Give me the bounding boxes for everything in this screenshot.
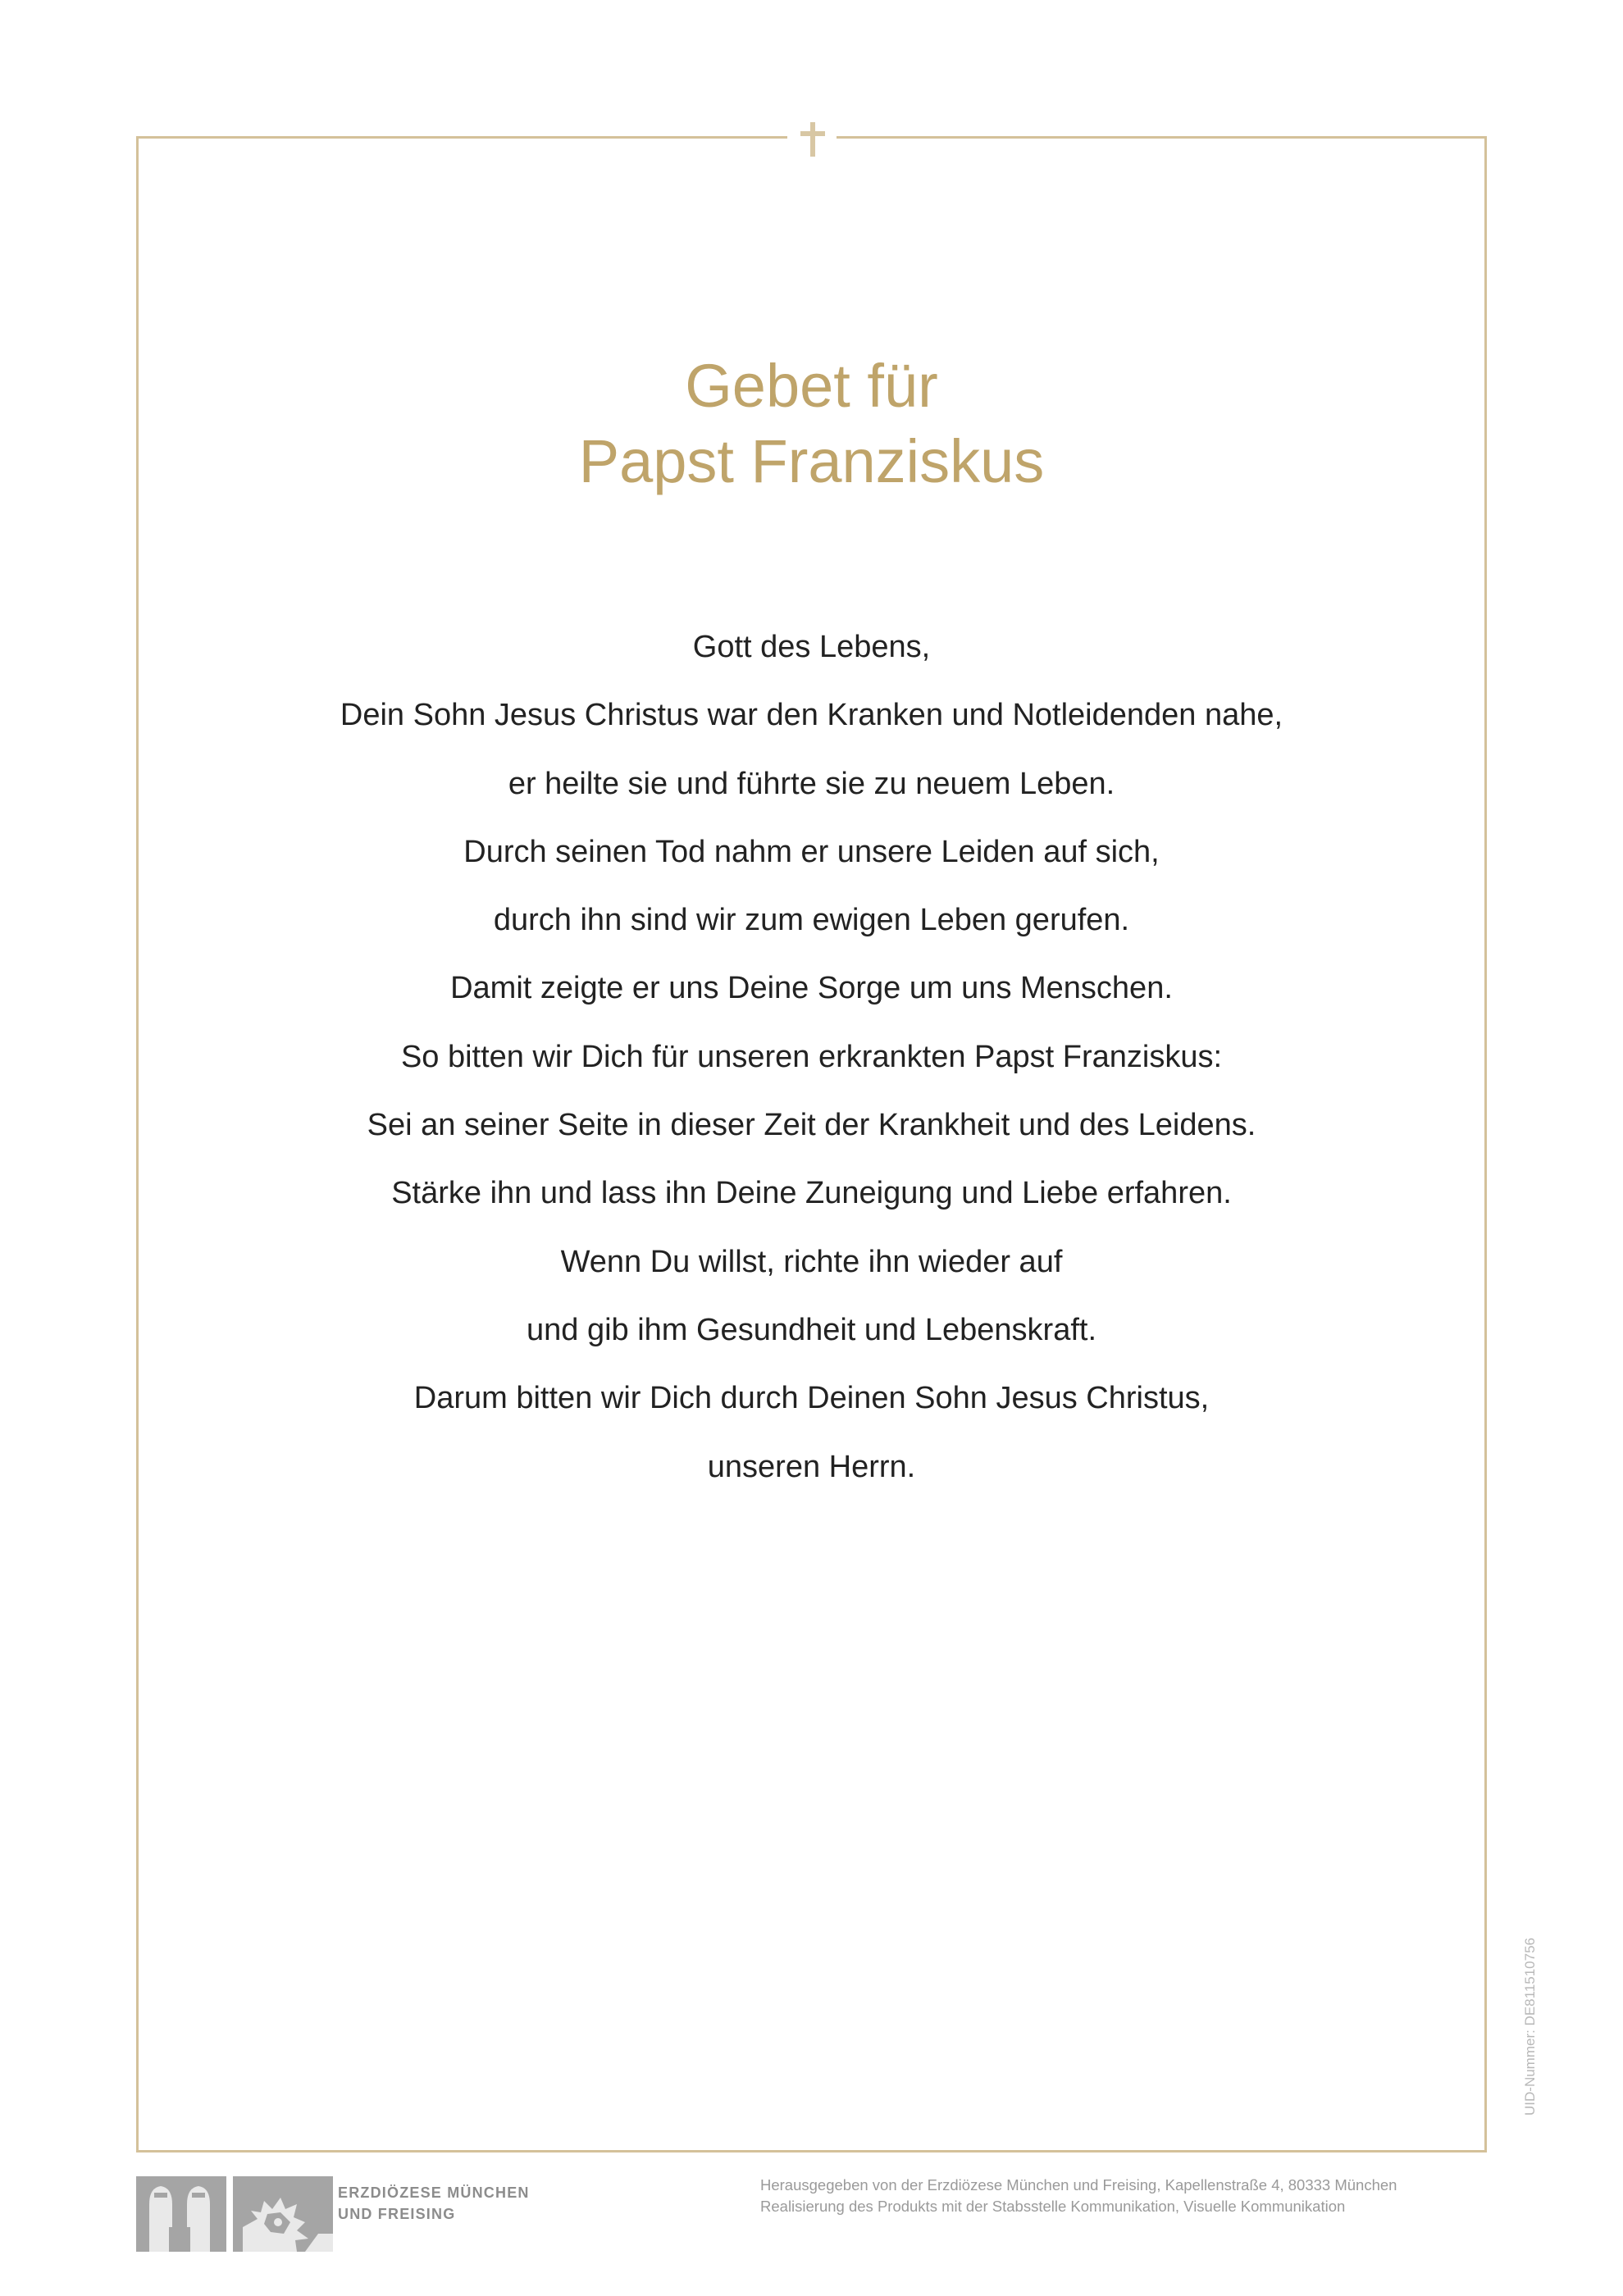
prayer-line: Darum bitten wir Dich durch Deinen Sohn Jesus Christus, xyxy=(413,1381,1210,1416)
prayer-line: er heilte sie und führte sie zu neuem Leben. xyxy=(508,766,1115,801)
prayer-line: Sei an seiner Seite in dieser Zeit der Krankheit und des Leidens. xyxy=(367,1108,1256,1143)
prayer-line: durch ihn sind wir zum ewigen Leben gerufen. xyxy=(493,903,1130,938)
imprint xyxy=(760,2175,1498,2217)
archdiocese-logo-icon xyxy=(136,2176,333,2252)
prayer-line: unseren Herrn. xyxy=(707,1449,916,1484)
title-line-2: Papst Franziskus xyxy=(578,427,1045,495)
logo-text-line-2: UND FREISING xyxy=(338,2206,456,2222)
prayer-line: So bitten wir Dich für unseren erkrankten Papst Franziskus: xyxy=(400,1039,1223,1074)
logo-text-line-1: ERZDIÖZESE MÜNCHEN xyxy=(338,2184,530,2201)
prayer-line: und gib ihm Gesundheit und Lebenskraft. xyxy=(526,1312,1097,1347)
prayer-text xyxy=(213,613,1410,1501)
imprint-line-2: Realisierung des Produkts mit der Stabsstelle Kommunikation, Visuelle Kommunikation xyxy=(760,2198,1346,2215)
title-line-1: Gebet für xyxy=(685,352,938,420)
uid-number: UID-Nummer: DE811510756 xyxy=(1522,1938,1538,2116)
prayer-line: Dein Sohn Jesus Christus war den Kranken und Notleidenden nahe, xyxy=(340,698,1283,733)
prayer-line: Gott des Lebens, xyxy=(692,630,931,664)
page-title xyxy=(246,348,1377,499)
imprint-line-1: Herausgegeben von der Erzdiözese München und Freising, Kapellenstraße 4, 80333 München xyxy=(760,2176,1397,2194)
prayer-line: Damit zeigte er uns Deine Sorge um uns Menschen. xyxy=(450,971,1173,1006)
archdiocese-name xyxy=(338,2182,530,2225)
prayer-line: Stärke ihn und lass ihn Deine Zuneigung und Liebe erfahren. xyxy=(391,1176,1232,1211)
prayer-line: Durch seinen Tod nahm er unsere Leiden auf sich, xyxy=(463,834,1160,869)
cross-icon xyxy=(800,122,825,157)
prayer-line: Wenn Du willst, richte ihn wieder auf xyxy=(560,1244,1063,1279)
